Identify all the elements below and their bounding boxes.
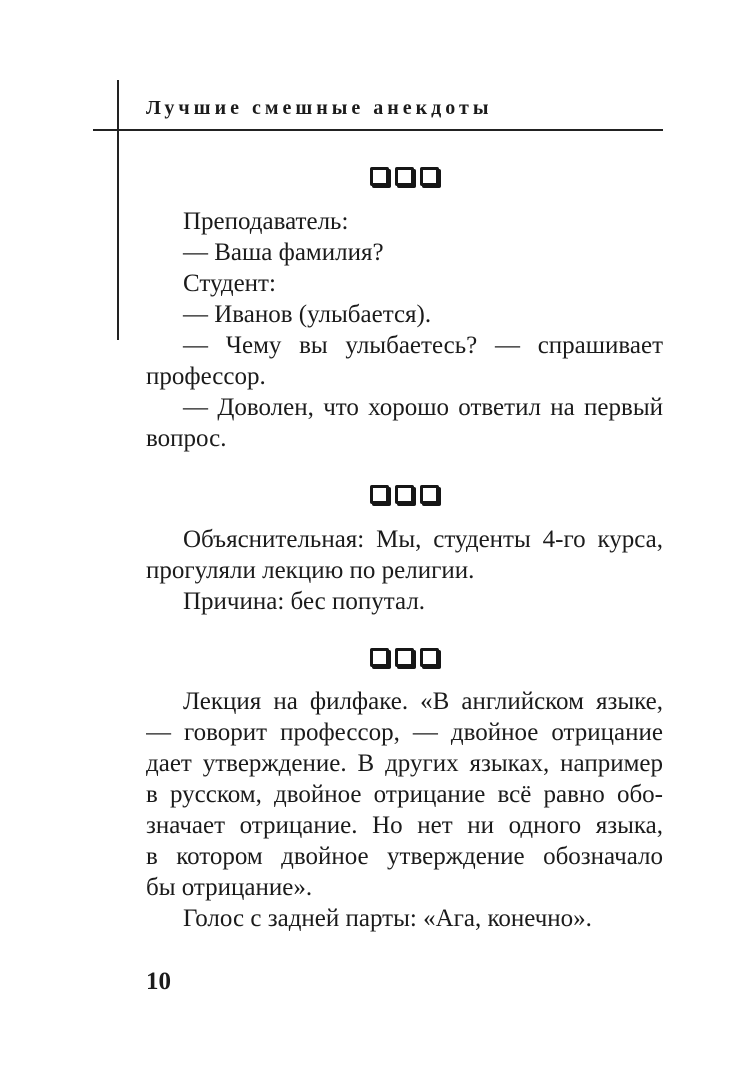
joke-line: Причина: бес попутал. xyxy=(183,588,426,615)
joke-separator xyxy=(146,647,663,669)
joke-line: Объяснительная: Мы, студенты 4-го курса, xyxy=(183,526,663,553)
joke-line: Студент: xyxy=(183,270,276,297)
shadowed-square-icon xyxy=(395,485,414,504)
joke-line: значает отрицание. Но нет ни одного языка, xyxy=(146,812,663,839)
joke-separator xyxy=(146,484,663,506)
joke-line: — Иванов (улыбается). xyxy=(183,301,432,328)
shadowed-square-icon xyxy=(420,167,439,186)
joke-3 xyxy=(146,686,663,934)
joke-line: вопрос. xyxy=(146,425,227,452)
joke-separator xyxy=(146,166,663,188)
joke-line: бы отрицание». xyxy=(146,874,313,901)
joke-line: Лекция на филфаке. «В английском языке, xyxy=(183,688,663,715)
header-horizontal-rule xyxy=(93,129,663,131)
joke-line: — Доволен, что хорошо ответил на первый xyxy=(183,394,663,421)
shadowed-square-icon xyxy=(395,648,414,667)
running-title: Лучшие смешные анекдоты xyxy=(146,97,493,119)
header-vertical-rule xyxy=(117,80,119,340)
joke-2 xyxy=(146,524,663,617)
joke-line: прогуляли лекцию по религии. xyxy=(146,557,475,584)
joke-line: — Ваша фамилия? xyxy=(183,239,384,266)
page-number: 10 xyxy=(146,968,171,995)
joke-line: — Чему вы улыбаетесь? — спрашивает xyxy=(183,332,663,359)
joke-line: — говорит профессор, — двойное отрицание xyxy=(146,719,663,746)
joke-line: дает утверждение. В других языках, например xyxy=(146,750,663,777)
joke-line: в русском, двойное отрицание всё равно обо- xyxy=(146,781,663,808)
shadowed-square-icon xyxy=(395,167,414,186)
joke-line: Голос с задней парты: «Ага, конечно». xyxy=(183,905,592,932)
shadowed-square-icon xyxy=(420,485,439,504)
joke-line: Преподаватель: xyxy=(183,208,349,235)
joke-line: профессор. xyxy=(146,363,266,390)
shadowed-square-icon xyxy=(370,485,389,504)
joke-line: в котором двойное утверждение обозначало xyxy=(146,843,663,870)
shadowed-square-icon xyxy=(370,167,389,186)
joke-1 xyxy=(146,206,663,454)
shadowed-square-icon xyxy=(420,648,439,667)
shadowed-square-icon xyxy=(370,648,389,667)
